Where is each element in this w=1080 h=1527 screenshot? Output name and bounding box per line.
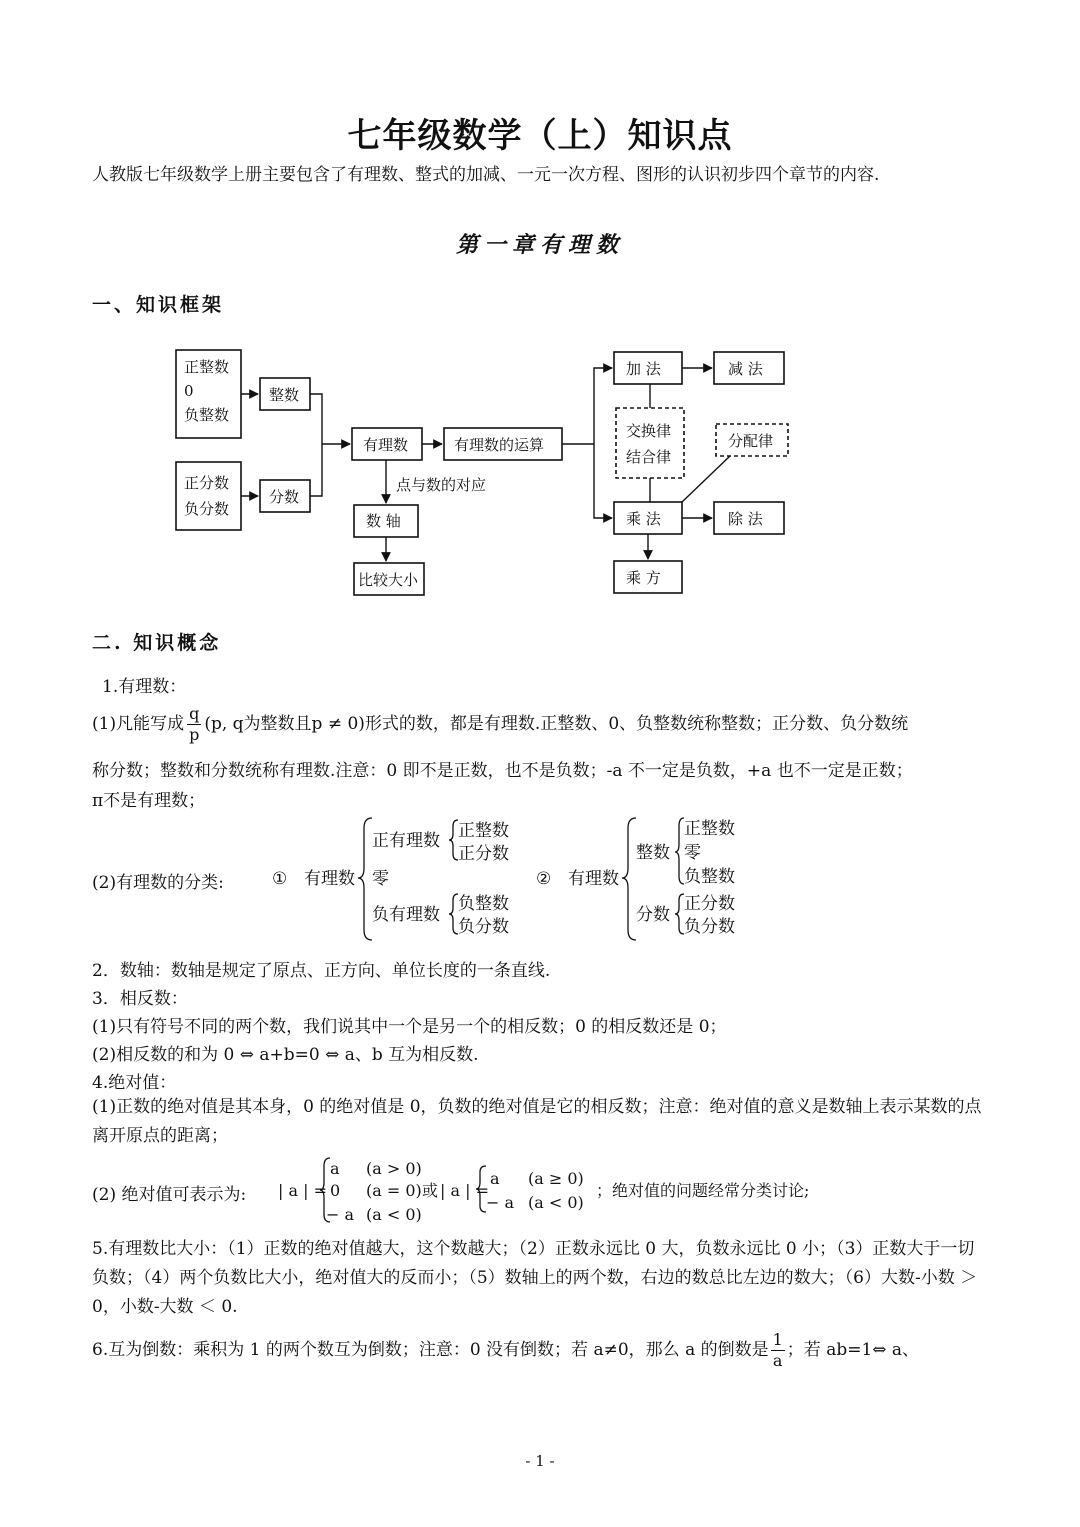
chapter-heading: 第一章有理数 [455, 232, 624, 258]
box-commutative-law: 交换律 [626, 422, 672, 440]
cls1-marker: ① [272, 869, 288, 889]
box-positive-fraction: 正分数 [184, 474, 230, 492]
intro-text: 人教版七年级数学上册主要包含了有理数、整式的加减、一元一次方程、图形的认识初步四个章节的内容. [92, 165, 880, 185]
abs-case3-value: − a [326, 1205, 355, 1224]
box-division: 除 法 [728, 510, 763, 528]
concept-1-1 [92, 704, 908, 745]
concept-3-2: (2)相反数的和为 0 ⇔ a+b=0 ⇔ a、b 互为相反数. [92, 1045, 479, 1065]
box-fraction: 分数 [269, 488, 300, 506]
cls2-positive-fraction: 正分数 [684, 894, 735, 914]
fraction-denominator: p [189, 725, 200, 744]
cls2-zero: 零 [684, 843, 701, 863]
knowledge-framework-diagram [170, 330, 830, 610]
fraction-q-over-p [187, 704, 201, 745]
concept-1-2-label: (2)有理数的分类: [92, 873, 224, 893]
concept-1-1-condition: (p, q为整数且p ≠ 0) [204, 714, 365, 734]
box-zero: 0 [184, 382, 194, 400]
concept-4-1: (1)正数的绝对值是其本身，0 的绝对值是 0，负数的绝对值是它的相反数；注意：绝对值的意义是数轴上表示某数的点离开原点的距离； [92, 1097, 982, 1146]
abs-case1-cond: (a > 0) [366, 1159, 422, 1178]
box-negative-integer: 负整数 [184, 406, 230, 424]
cls2-integer: 整数 [636, 843, 670, 863]
fraction-numerator: q [189, 704, 200, 723]
section-heading-concepts: 二. 知识概念 [92, 632, 222, 654]
page-title: 七年级数学（上）知识点 [347, 116, 733, 156]
cls1-positive-fraction: 正分数 [458, 844, 509, 864]
box-distributive-law: 分配律 [728, 432, 774, 450]
abs-or: 或 [422, 1181, 439, 1200]
box-compare-size: 比较大小 [358, 571, 419, 589]
abs-case2-value: 0 [330, 1181, 341, 1200]
label-point-number-correspondence: 点与数的对应 [396, 476, 487, 494]
cls2-root: 有理数 [568, 869, 619, 889]
absolute-value-definition [270, 1152, 870, 1230]
concept-6-pre: 6.互为倒数：乘积为 1 的两个数互为倒数；注意：0 没有倒数；若 a≠0，那么 a 的倒数是 [92, 1340, 769, 1360]
concept-4-title: 4.绝对值： [92, 1073, 177, 1093]
abs-case4-cond: (a ≥ 0) [528, 1169, 584, 1188]
concept-1-1-pre: (1)凡能写成 [92, 714, 185, 734]
cls2-marker: ② [536, 869, 552, 889]
box-integer: 整数 [269, 386, 300, 404]
abs-case2-cond: (a = 0) [366, 1181, 422, 1200]
box-associative-law: 结合律 [626, 448, 672, 466]
box-rational-operations: 有理数的运算 [454, 436, 545, 454]
rational-classification [260, 812, 780, 948]
fraction-numerator: 1 [772, 1330, 783, 1349]
cls1-positive-integer: 正整数 [458, 821, 509, 841]
box-multiplication: 乘 法 [626, 510, 661, 528]
box-rational-number: 有理数 [363, 436, 409, 454]
box-subtraction: 减 法 [728, 360, 763, 378]
abs-lhs-2: | a | = [440, 1181, 489, 1200]
cls1-root: 有理数 [304, 869, 355, 889]
cls1-positive-rational: 正有理数 [372, 831, 440, 851]
box-positive-integer: 正整数 [184, 358, 230, 376]
concept-3-title: 3．相反数： [92, 989, 188, 1009]
abs-case5-cond: (a < 0) [528, 1193, 584, 1212]
abs-case3-cond: (a < 0) [366, 1205, 422, 1224]
cls2-negative-fraction: 负分数 [684, 917, 735, 937]
cls1-negative-rational: 负有理数 [372, 905, 440, 925]
section-heading-framework: 一、知识框架 [92, 294, 225, 316]
cls1-negative-integer: 负整数 [458, 894, 509, 914]
concept-6 [92, 1330, 919, 1371]
fraction-1-over-a [771, 1330, 785, 1371]
concept-3-1: (1)只有符号不同的两个数，我们说其中一个是另一个的相反数；0 的相反数还是 0； [92, 1017, 727, 1037]
abs-lhs-1: | a | = [278, 1181, 327, 1200]
abs-post: ；绝对值的问题经常分类讨论; [596, 1181, 810, 1200]
abs-case4-value: a [490, 1169, 500, 1188]
concept-1-1-line3: π不是有理数； [92, 791, 206, 811]
cls1-negative-fraction: 负分数 [458, 917, 509, 937]
box-power: 乘 方 [626, 569, 661, 587]
concept-1-1-post: 形式的数，都是有理数.正整数、0、负整数统称整数；正分数、负分数统 [364, 714, 909, 734]
box-addition: 加 法 [626, 360, 661, 378]
concept-5: 5.有理数比大小：（1）正数的绝对值越大，这个数越大；（2）正数永远比 0 大，负数永远比 0 小；（3）正数大于一切负数；（4）两个负数比大小，绝对值大的反而小；（5）数轴上的两个数，右边的数总比左边的数大；（6）大数-小数 ＞ 0，小数-大数 ＜ 0. [92, 1239, 978, 1317]
concept-1-title: 1.有理数： [102, 677, 187, 697]
cls1-zero: 零 [372, 869, 389, 889]
concept-4-2-pre: (2) 绝对值可表示为: [92, 1185, 247, 1205]
abs-case5-value: − a [486, 1193, 515, 1212]
cls2-negative-integer: 负整数 [684, 867, 735, 887]
cls2-positive-integer: 正整数 [684, 819, 735, 839]
box-number-line: 数 轴 [366, 512, 401, 530]
cls2-fraction: 分数 [636, 905, 670, 925]
concept-2: 2．数轴：数轴是规定了原点、正方向、单位长度的一条直线. [92, 961, 551, 981]
fraction-denominator: a [772, 1351, 783, 1370]
page-number: - 1 - [525, 1452, 555, 1470]
abs-case1-value: a [330, 1159, 340, 1178]
concept-1-1-line2: 称分数；整数和分数统称有理数.注意：0 即不是正数，也不是负数；-a 不一定是负数，+a 也不一定是正数； [92, 761, 913, 781]
box-negative-fraction: 负分数 [184, 500, 230, 518]
concept-6-post: ；若 ab=1⇔ a、 [786, 1340, 920, 1360]
